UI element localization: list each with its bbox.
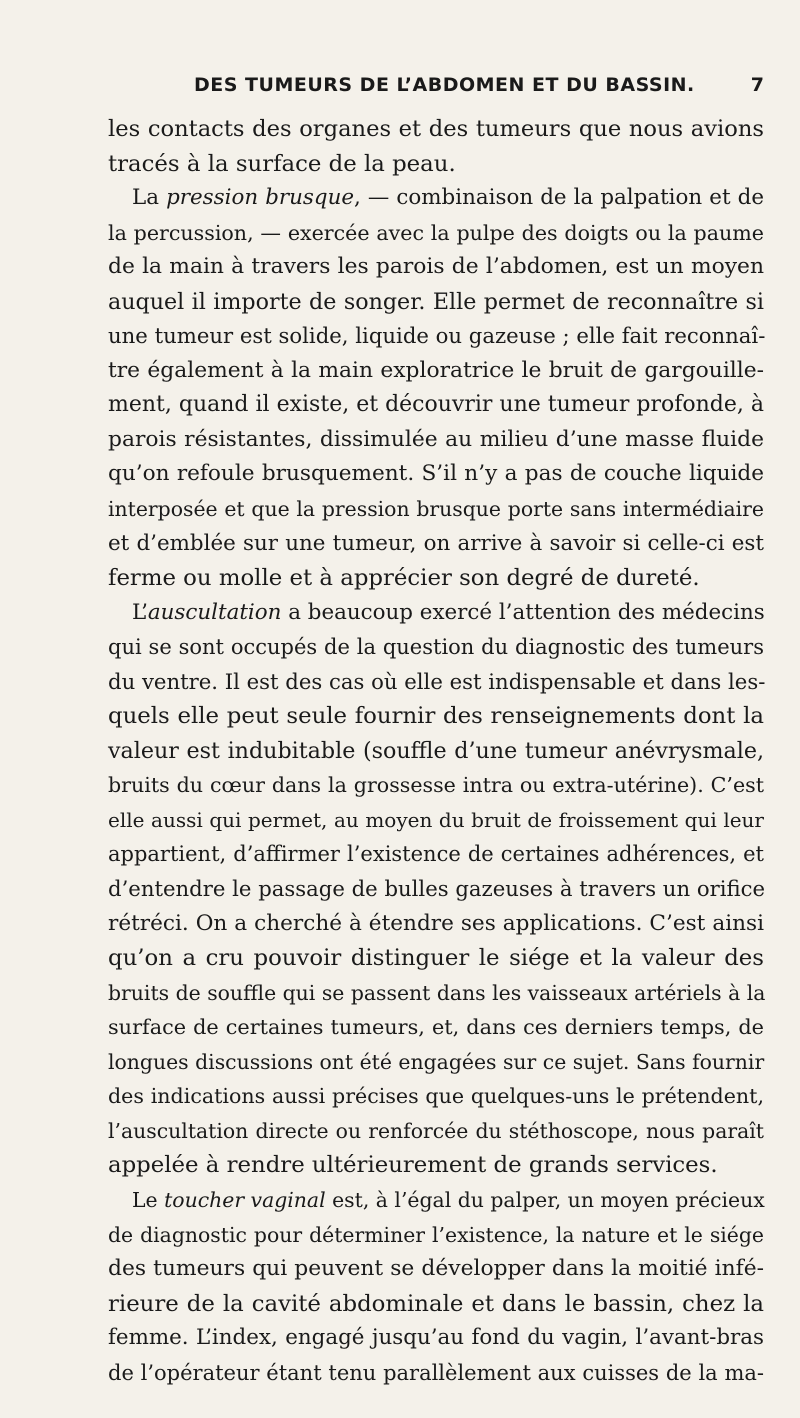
text-line: qu’on refoule brusquement. S’il n’y a pas de couche liquide xyxy=(108,461,764,487)
text-line: appartient, d’affirmer l’existence de certaines adhérences, et xyxy=(108,842,764,867)
text-line xyxy=(108,181,764,216)
italic-term: pression brusque xyxy=(166,185,355,211)
text-line: valeur est indubitable (souffle d’une tumeur anévrysmale, xyxy=(108,737,764,764)
running-title: DES TUMEURS DE L’ABDOMEN ET DU BASSIN. xyxy=(194,74,695,96)
text-line: l’auscultation directe ou renforcée du stéthoscope, nous paraît xyxy=(108,1118,764,1143)
text-line: d’entendre le passage de bulles gazeuses à travers un orifice xyxy=(108,876,766,902)
text-line: parois résistantes, dissimulée au milieu d’une masse fluide xyxy=(108,426,764,452)
text-line: surface de certaines tumeurs, et, dans ces derniers temps, de xyxy=(108,1015,764,1040)
text-line: auquel il importe de songer. Elle permet de reconnaître si xyxy=(108,288,764,315)
text-line: des tumeurs qui peuvent se développer dans la moitié infé- xyxy=(108,1256,764,1282)
text-line-suffix: est, à l’égal du palper, un moyen précieux xyxy=(325,1187,765,1212)
text-line: appelée à rendre ultérieurement de grands services. xyxy=(108,1152,718,1179)
text-line: une tumeur est solide, liquide ou gazeuse ; elle fait reconnaî- xyxy=(108,323,766,349)
text-line: elle aussi qui permet, au moyen du bruit de froissement qui leur xyxy=(108,807,764,832)
text-line: bruits de souffle qui se passent dans les vaisseaux artériels à la xyxy=(108,980,766,1005)
text-line: rieure de la cavité abdominale et dans le bassin, chez la xyxy=(108,1290,764,1317)
text-line: la percussion, — exercée avec la pulpe des doigts ou la paume xyxy=(108,220,764,245)
text-line-prefix: La xyxy=(132,185,167,211)
running-head xyxy=(108,74,764,104)
text-line: du ventre. Il est des cas où elle est indispensable et dans les- xyxy=(108,668,766,694)
text-line: de l’opérateur étant tenu parallèlement aux cuisses de la ma- xyxy=(108,1360,764,1385)
text-line xyxy=(108,1183,764,1218)
text-line: et d’emblée sur une tumeur, on arrive à savoir si celle-ci est xyxy=(108,530,764,556)
text-line-prefix: L’ xyxy=(132,599,148,625)
text-line: femme. L’index, engagé jusqu’au fond du vagin, l’avant-bras xyxy=(108,1325,764,1351)
text-line-prefix: Le xyxy=(132,1187,165,1212)
text-line-suffix: , — combinaison de la palpation et de xyxy=(354,185,764,211)
text-line xyxy=(108,596,764,631)
text-line: de diagnostic pour déterminer l’existence, la nature et le siége xyxy=(108,1222,764,1247)
text-line: ferme ou molle et à apprécier son degré de dureté. xyxy=(108,565,700,592)
text-line: ment, quand il existe, et découvrir une tumeur profonde, à xyxy=(108,392,764,418)
italic-term: auscultation xyxy=(147,599,282,625)
page-number: 7 xyxy=(750,74,764,96)
text-line: rétréci. On a cherché à étendre ses applications. C’est ainsi xyxy=(108,910,764,936)
text-line: de la main à travers les parois de l’abdomen, est un moyen xyxy=(108,254,764,280)
text-line: qui se sont occupés de la question du diagnostic des tumeurs xyxy=(108,635,764,660)
text-line: qu’on a cru pouvoir distinguer le siége et la valeur des xyxy=(108,945,764,972)
text-line: bruits du cœur dans la grossesse intra ou extra-utérine). C’est xyxy=(108,773,764,798)
text-line-suffix: a beaucoup exercé l’attention des médecins xyxy=(281,599,765,625)
text-line: les contacts des organes et des tumeurs que nous avions xyxy=(108,116,764,142)
text-line: tre également à la main exploratrice le bruit de gargouille- xyxy=(108,357,764,383)
text-line: longues discussions ont été engagées sur ce sujet. Sans fournir xyxy=(108,1049,765,1074)
text-line: interposée et que la pression brusque porte sans intermédiaire xyxy=(108,497,764,522)
text-line: des indications aussi précises que quelques-uns le prétendent, xyxy=(108,1084,764,1109)
text-line: tracés à la surface de la peau. xyxy=(108,150,456,177)
italic-term: toucher vaginal xyxy=(164,1187,326,1212)
text-line: quels elle peut seule fournir des renseignements dont la xyxy=(108,703,764,730)
body-text xyxy=(108,112,764,1390)
